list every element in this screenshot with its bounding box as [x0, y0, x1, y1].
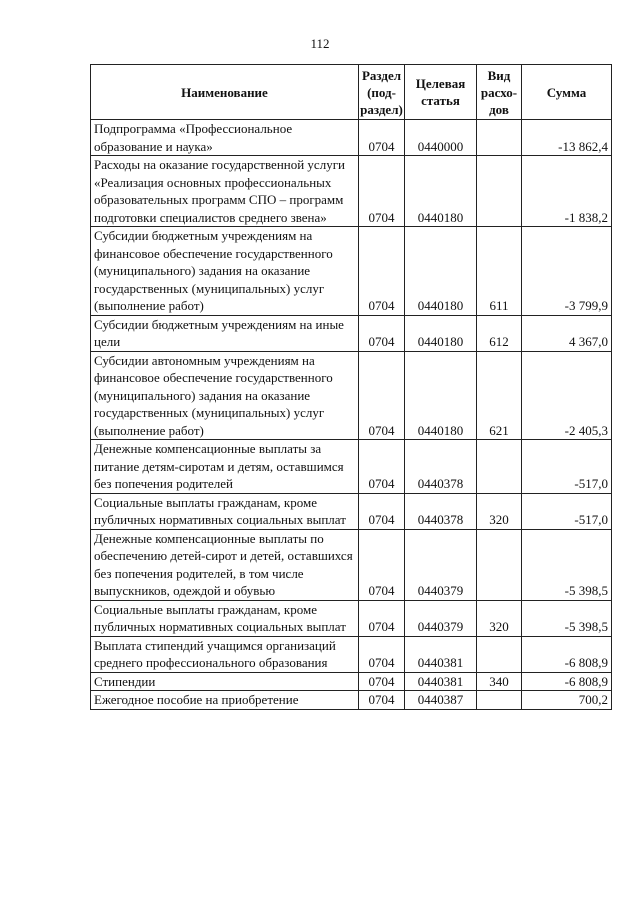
- row-name: Субсидии бюджетным учреждениям на иные цели: [91, 315, 359, 351]
- row-section: 0704: [359, 440, 405, 494]
- row-name: Ежегодное пособие на приобретение: [91, 691, 359, 710]
- header-sum: Сумма: [522, 65, 612, 120]
- row-sum: -5 398,5: [522, 529, 612, 600]
- row-section: 0704: [359, 600, 405, 636]
- row-name: Социальные выплаты гражданам, кроме публичных нормативных социальных выплат: [91, 493, 359, 529]
- row-name: Выплата стипендий учащимся организаций среднего профессионального образования: [91, 636, 359, 672]
- table-row: [91, 600, 612, 636]
- table-row: [91, 691, 612, 710]
- header-type: Вид расхо-дов: [477, 65, 522, 120]
- row-sum: -517,0: [522, 440, 612, 494]
- table-row: [91, 672, 612, 691]
- row-sum: -6 808,9: [522, 672, 612, 691]
- row-type: 611: [477, 227, 522, 316]
- row-name: Субсидии автономным учреждениям на финансовое обеспечение государственного (муниципального) задания на оказание государственных (муниципальных) услуг (выполнение работ): [91, 351, 359, 440]
- table-row: [91, 529, 612, 600]
- table-row: [91, 493, 612, 529]
- row-type: [477, 636, 522, 672]
- row-name: Субсидии бюджетным учреждениям на финансовое обеспечение государственного (муниципального) задания на оказание государственных (муниципальных) услуг (выполнение работ): [91, 227, 359, 316]
- row-name: Подпрограмма «Профессиональное образование и наука»: [91, 120, 359, 156]
- row-target: 0440387: [405, 691, 477, 710]
- row-section: 0704: [359, 529, 405, 600]
- row-section: 0704: [359, 227, 405, 316]
- row-section: 0704: [359, 351, 405, 440]
- table-row: [91, 636, 612, 672]
- row-section: 0704: [359, 672, 405, 691]
- row-sum: -3 799,9: [522, 227, 612, 316]
- page-number: 112: [310, 36, 330, 51]
- row-name: Стипендии: [91, 672, 359, 691]
- row-type: [477, 156, 522, 227]
- table-row: [91, 440, 612, 494]
- row-sum: 700,2: [522, 691, 612, 710]
- row-type: 320: [477, 493, 522, 529]
- table-row: [91, 156, 612, 227]
- row-target: 0440378: [405, 440, 477, 494]
- row-type: [477, 691, 522, 710]
- row-type: 612: [477, 315, 522, 351]
- row-sum: -6 808,9: [522, 636, 612, 672]
- row-name: Денежные компенсационные выплаты по обеспечению детей-сирот и детей, оставшихся без попечения родителей, в том числе выпускников, одеждой и обувью: [91, 529, 359, 600]
- row-section: 0704: [359, 156, 405, 227]
- row-type: 621: [477, 351, 522, 440]
- row-sum: 4 367,0: [522, 315, 612, 351]
- row-target: 0440381: [405, 636, 477, 672]
- row-target: 0440180: [405, 156, 477, 227]
- row-sum: -517,0: [522, 493, 612, 529]
- table-row: [91, 351, 612, 440]
- row-sum: -1 838,2: [522, 156, 612, 227]
- table-row: [91, 120, 612, 156]
- row-target: 0440180: [405, 315, 477, 351]
- row-type: [477, 440, 522, 494]
- row-type: 320: [477, 600, 522, 636]
- header-name: Наименование: [91, 65, 359, 120]
- row-name: Расходы на оказание государственной услуги «Реализация основных профессиональных образовательных программ СПО – программ подготовки специалистов среднего звена»: [91, 156, 359, 227]
- header-target: Целевая статья: [405, 65, 477, 120]
- budget-table: [90, 64, 612, 710]
- row-target: 0440378: [405, 493, 477, 529]
- row-section: 0704: [359, 120, 405, 156]
- row-section: 0704: [359, 636, 405, 672]
- row-sum: -13 862,4: [522, 120, 612, 156]
- row-target: 0440000: [405, 120, 477, 156]
- row-name: Денежные компенсационные выплаты за питание детям-сиротам и детям, оставшимся без попечения родителей: [91, 440, 359, 494]
- row-name: Социальные выплаты гражданам, кроме публичных нормативных социальных выплат: [91, 600, 359, 636]
- row-section: 0704: [359, 691, 405, 710]
- row-sum: -5 398,5: [522, 600, 612, 636]
- row-target: 0440379: [405, 600, 477, 636]
- row-target: 0440180: [405, 227, 477, 316]
- row-target: 0440180: [405, 351, 477, 440]
- row-section: 0704: [359, 315, 405, 351]
- row-target: 0440379: [405, 529, 477, 600]
- header-section: Раздел (под-раздел): [359, 65, 405, 120]
- row-sum: -2 405,3: [522, 351, 612, 440]
- row-type: [477, 120, 522, 156]
- table-header-row: [91, 65, 612, 120]
- table-row: [91, 315, 612, 351]
- row-type: [477, 529, 522, 600]
- row-target: 0440381: [405, 672, 477, 691]
- table-row: [91, 227, 612, 316]
- row-type: 340: [477, 672, 522, 691]
- row-section: 0704: [359, 493, 405, 529]
